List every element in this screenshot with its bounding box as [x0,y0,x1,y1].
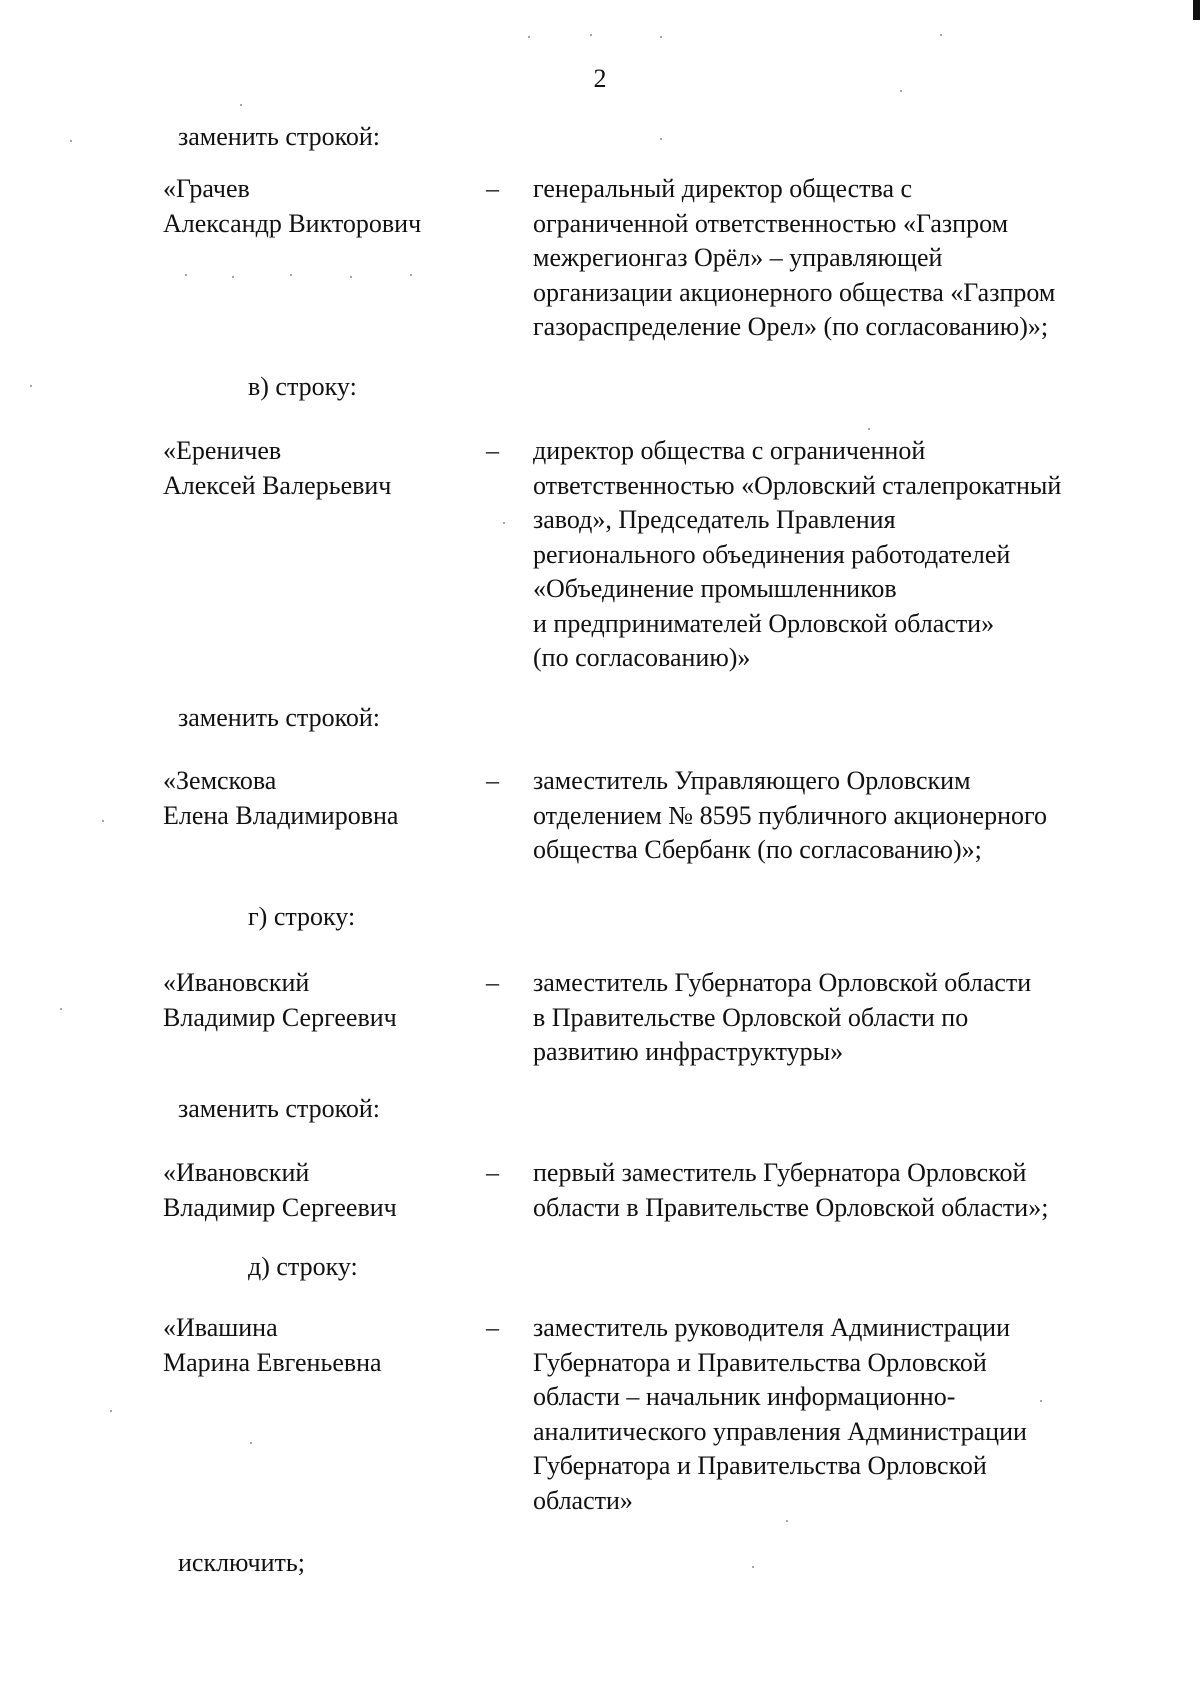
entry-description: генеральный директор общества с ограниченной ответственностью «Газпром межрегионгаз Орёл» – управляющей организации акционерного общества «Газпром газораспределение Орел» (по согласованию)»; [533,174,1056,341]
scan-speck [410,274,412,276]
entry-dash: – [486,174,499,203]
scan-speck [110,1410,112,1412]
scan-speck [900,90,902,92]
instruction-item-d: д) строку: [248,1252,358,1281]
entry-dash: – [486,766,499,795]
scan-speck [30,385,32,387]
entry-dash: – [486,1158,499,1187]
entry-dash: – [486,436,499,465]
instruction-replace-with-line: заменить строкой: [178,122,381,151]
scan-speck [350,276,352,278]
scan-speck [185,274,187,276]
instruction-item-g: г) строку: [248,902,356,931]
entry-name: «Земскова Елена Владимировна [163,766,399,830]
scan-speck [290,274,292,276]
scan-corner-mark [1193,0,1200,20]
entry-name: «Ивановский Владимир Сергеевич [163,968,397,1032]
scan-speck [752,1566,754,1568]
entry-name: «Ивашина Марина Евгеньевна [163,1313,382,1377]
scan-speck [60,1008,62,1010]
instruction-item-v: в) строку: [248,372,357,401]
instruction-replace-with-line: заменить строкой: [178,1094,381,1123]
entry-dash: – [486,968,499,997]
scan-speck [868,428,870,430]
entry-description: директор общества с ограниченной ответственностью «Орловский сталепрокатный завод», Председатель Правления регионального объединения работодателей «Объединение промышленников и предпринимателей Орловской области» (по согласованию)» [533,436,1062,672]
scan-speck [528,36,530,38]
entry-dash: – [486,1313,499,1342]
instruction-exclude: исключить; [178,1548,305,1577]
entry-name: «Ереничев Алексей Валерьевич [163,436,392,500]
entry-description: заместитель Управляющего Орловским отделением № 8595 публичного акционерного общества Сбербанк (по согласованию)»; [533,766,1048,864]
scan-speck [102,820,104,822]
entry-description: заместитель Губернатора Орловской области в Правительстве Орловской области по развитию инфраструктуры» [533,968,1032,1066]
scan-speck [660,36,662,38]
scan-speck [232,276,234,278]
entry-description: заместитель руководителя Администрации Губернатора и Правительства Орловской области – начальник информационно- аналитического управления Администрации Губернатора и Правительства Орловской области» [533,1313,1027,1515]
scan-speck [590,34,592,36]
entry-name: «Ивановский Владимир Сергеевич [163,1158,397,1222]
entry-description: первый заместитель Губернатора Орловской области в Правительстве Орловской области»; [533,1158,1049,1222]
scan-speck [786,1520,788,1522]
scan-speck [250,1442,252,1444]
scan-speck [940,34,942,36]
scan-speck [240,104,242,106]
scan-speck [503,522,505,524]
scan-speck [1040,1400,1042,1402]
scan-speck [660,138,662,140]
entry-name: «Грачев Александр Викторович [163,174,422,238]
scan-speck [70,140,72,142]
page-number: 2 [593,64,607,93]
instruction-replace-with-line: заменить строкой: [178,703,381,732]
